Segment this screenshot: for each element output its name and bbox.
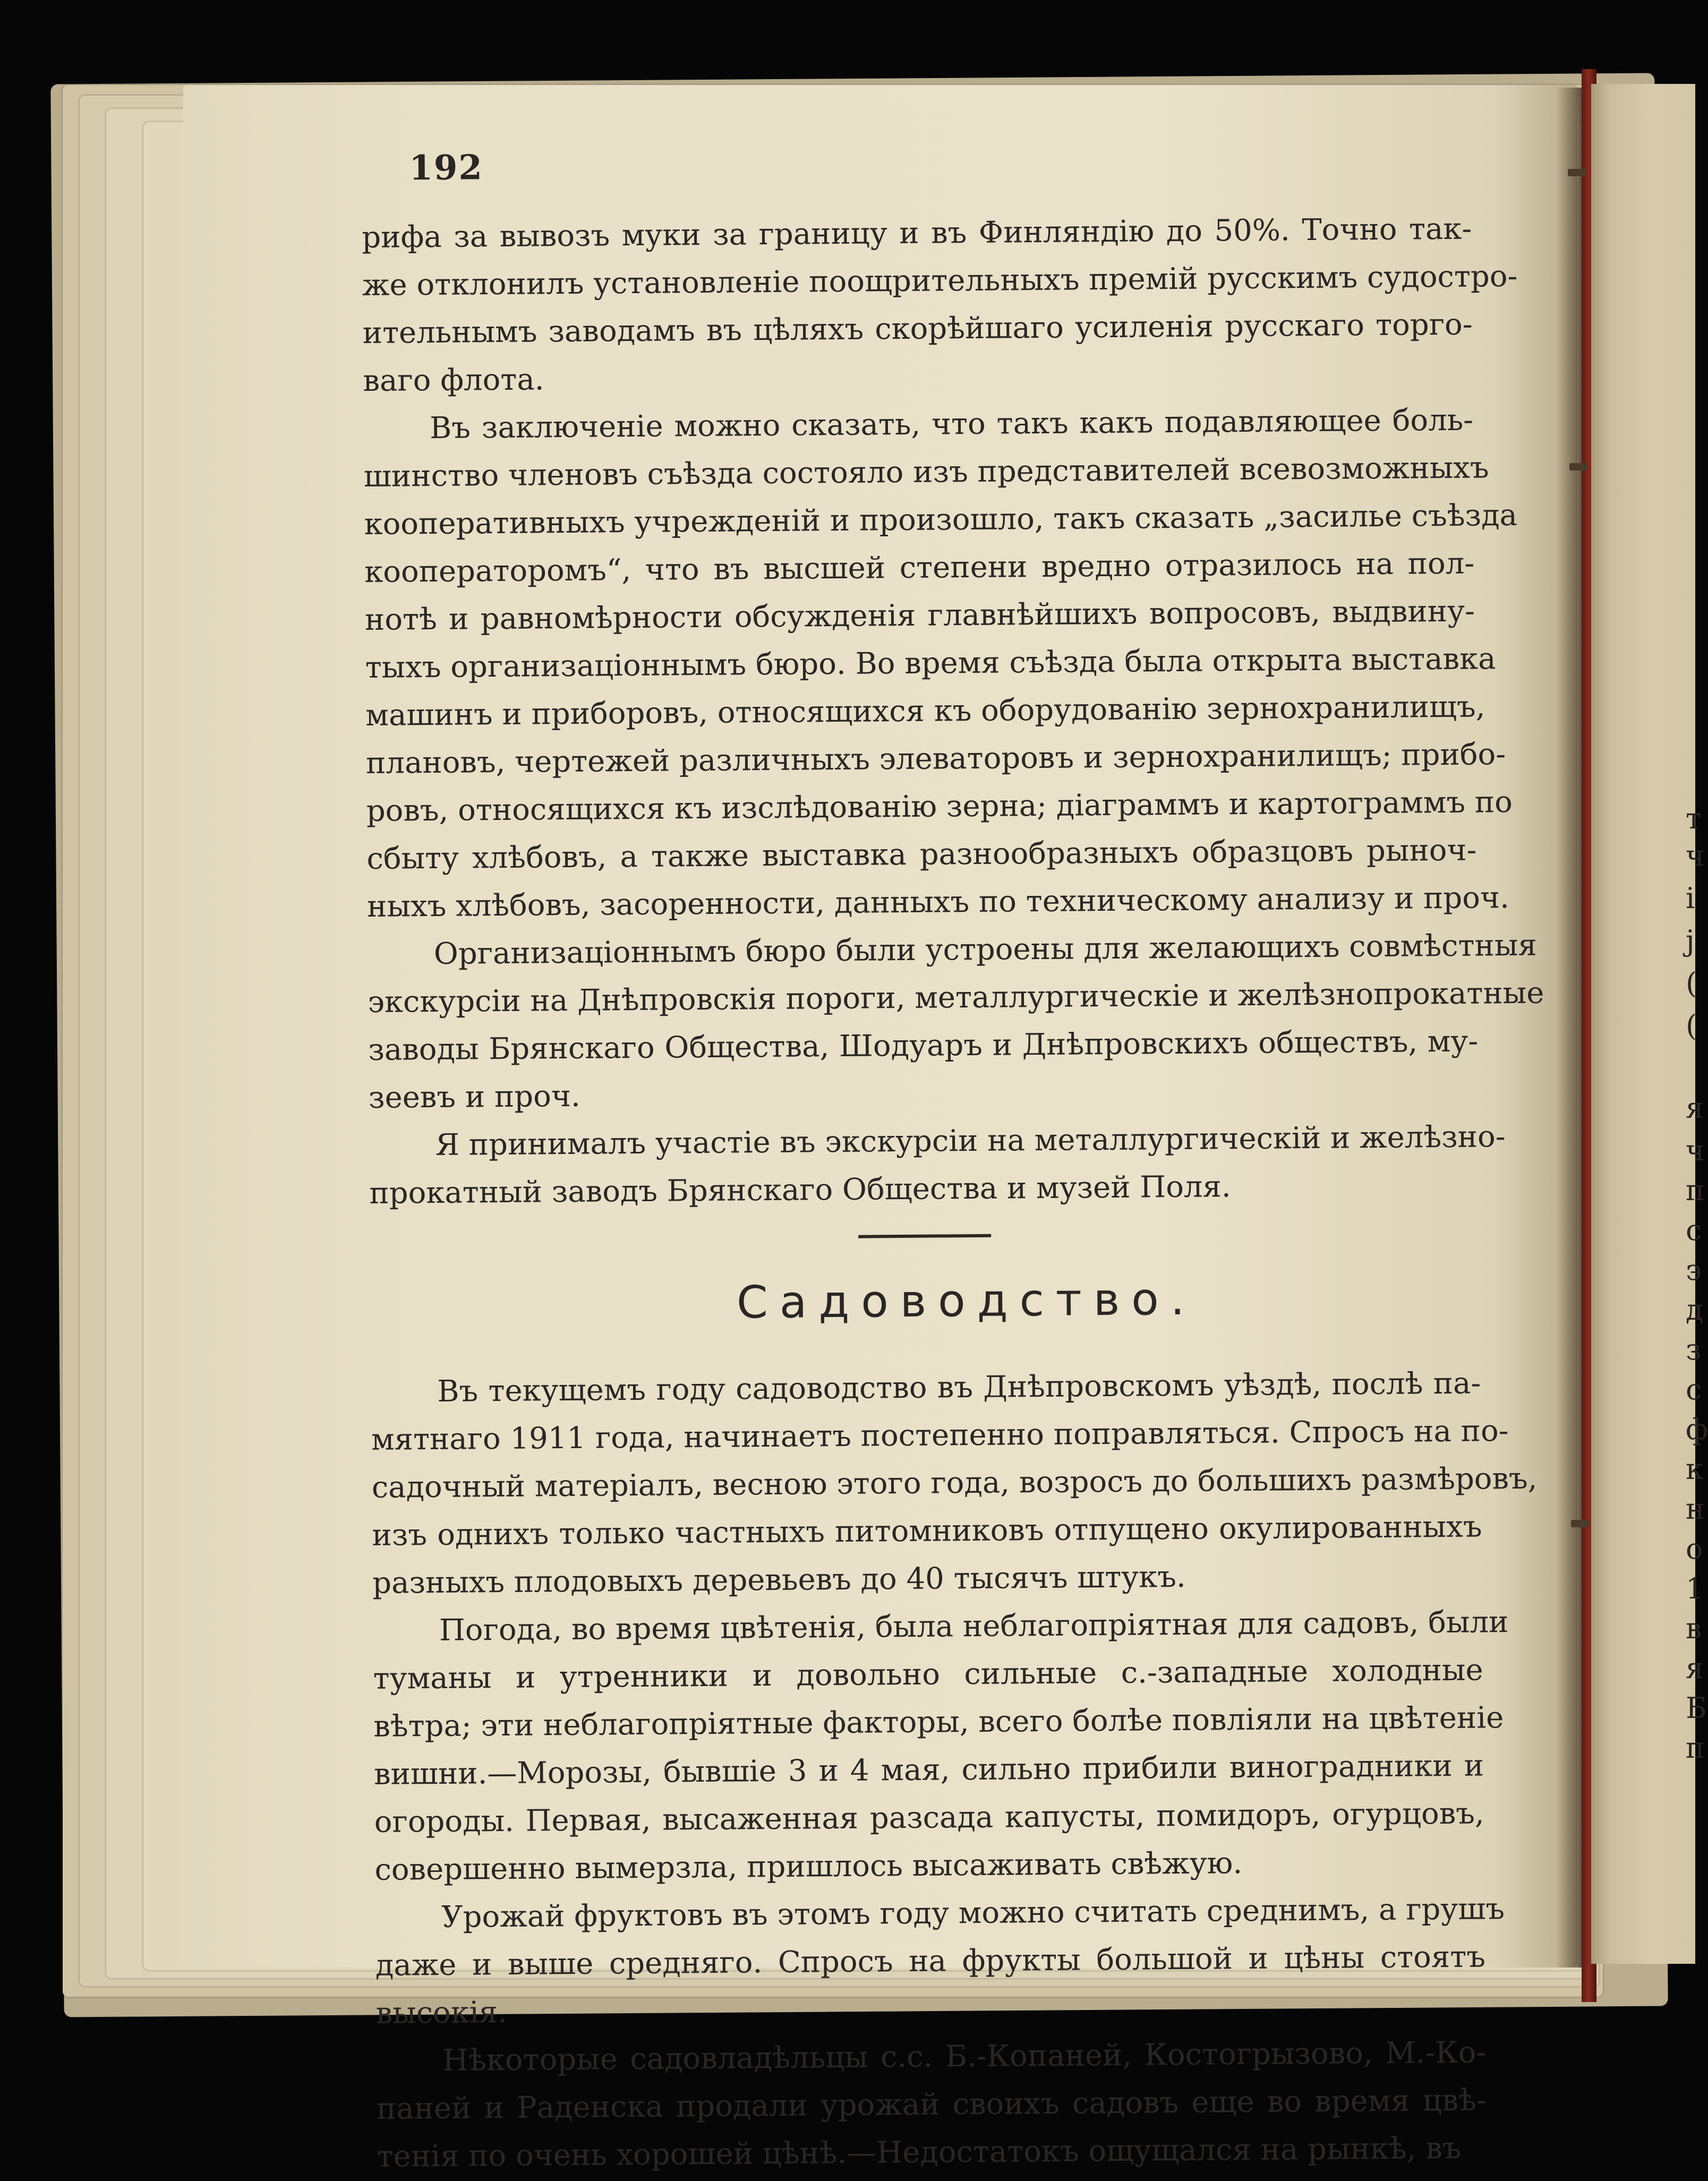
text-line: Урожай фруктовъ въ этомъ году можно считать среднимъ, а грушъ (441, 1892, 1505, 1935)
text-line: нотѣ и равномѣрности обсужденія главнѣйшихъ вопросовъ, выдвину- (364, 594, 1475, 637)
section-divider (858, 1234, 991, 1238)
facing-page-letter: н (1686, 1492, 1705, 1526)
text-line: вишни.—Морозы, бывшіе 3 и 4 мая, сильно прибили виноградники и (373, 1748, 1484, 1792)
text-line: ровъ, относящихся къ изслѣдованію зерна; діаграммъ и картограммъ по (366, 785, 1513, 828)
paragraph (363, 397, 1518, 931)
paragraph (375, 1885, 1505, 2037)
top-paragraphs (362, 206, 1544, 1218)
facing-page-letter: ј (1686, 924, 1695, 957)
facing-page-letter: я (1686, 1652, 1704, 1685)
text-line: туманы и утренники и довольно сильные с.-западные холодные (373, 1653, 1483, 1696)
text-line: Въ текущемъ году садоводство въ Днѣпровскомъ уѣздѣ, послѣ па- (437, 1366, 1481, 1409)
text-line: тенія по очень хорошей цѣнѣ.—Недостатокъ ощущался на рынкѣ, въ (377, 2131, 1462, 2174)
binding-thread-mark (1569, 463, 1587, 471)
page-text (361, 140, 1544, 2181)
facing-page-letter: ( (1686, 1009, 1697, 1042)
facing-page-letter: с (1686, 1213, 1702, 1247)
facing-page-letter: т (1686, 802, 1702, 835)
binding-thread-mark (1571, 1520, 1589, 1527)
text-line: экскурсіи на Днѣпровскія пороги, металлургическіе и желѣзнопрокатные (368, 976, 1544, 1020)
text-line: даже и выше средняго. Спросъ на фрукты большой и цѣны стоятъ (375, 1939, 1486, 1983)
text-line: изъ однихъ только частныхъ питомниковъ отпущено окулированныхъ (372, 1509, 1482, 1553)
facing-page-letter: п (1686, 1731, 1705, 1765)
text-line: вѣтра; эти неблагопріятные факторы, всего болѣе повліяли на цвѣтеніе (373, 1700, 1504, 1744)
text-line: плановъ, чертежей различныхъ элеваторовъ и зернохранилищъ; прибо- (365, 737, 1506, 781)
facing-page-letter: э (1686, 1253, 1702, 1287)
text-line: паней и Раденска продали урожай своихъ садовъ еще во время цвѣ- (376, 2083, 1487, 2126)
text-line: кооператоромъ“, что въ высшей степени вредно отразилось на пол- (364, 546, 1475, 589)
text-line: Нѣкоторые садовладѣльцы с.с. Б.-Копаней, Костогрызово, М.-Ко- (442, 2035, 1487, 2078)
text-line: Въ заключеніе можно сказать, что такъ какъ подавляющее боль- (429, 403, 1474, 446)
paragraph (376, 2029, 1487, 2180)
facing-page-letter: 1 (1686, 1572, 1704, 1605)
text-line: тыхъ организаціоннымъ бюро. Во время съѣзда была открыта выставка (365, 642, 1496, 685)
paragraph (368, 922, 1544, 1122)
text-line: мятнаго 1911 года, начинаетъ постепенно поправляться. Спросъ на по- (371, 1414, 1509, 1457)
text-line: машинъ и приборовъ, относящихся къ оборудованію зернохранилищъ, (365, 689, 1485, 733)
facing-page-letter: ч (1686, 1134, 1705, 1167)
text-line: Погода, во время цвѣтенія, была неблагопріятная для садовъ, были (439, 1605, 1509, 1648)
text-line: сбыту хлѣбовъ, а также выставка разнообразныхъ образцовъ рыноч- (366, 833, 1477, 876)
text-line: Организаціоннымъ бюро были устроены для желающихъ совмѣстныя (433, 928, 1537, 971)
paragraph (362, 206, 1518, 405)
paragraph (369, 1114, 1506, 1218)
text-line: зеевъ и проч. (368, 1079, 580, 1115)
text-line: ныхъ хлѣбовъ, засоренности, данныхъ по техническому анализу и проч. (366, 880, 1510, 924)
text-line: совершенно вымерзла, пришлось высаживать свѣжую. (374, 1846, 1243, 1887)
facing-page-letter: я (1686, 1091, 1704, 1125)
facing-page-letter: ( (1686, 967, 1697, 1000)
text-line: разныхъ плодовыхъ деревьевъ до 40 тысячъ штукъ. (372, 1559, 1186, 1601)
text-line: Я принималъ участіе въ экскурсіи на металлургическій и желѣзно- (435, 1119, 1506, 1162)
section-paragraphs (371, 1360, 1538, 2181)
facing-page-letter: д (1686, 1293, 1704, 1327)
facing-page-letter: в (1686, 1612, 1702, 1645)
facing-page-letter: Б (1686, 1691, 1707, 1725)
facing-page-letter: к (1686, 1452, 1704, 1486)
facing-page-letter: ч (1686, 839, 1705, 873)
text-line: высокія. (375, 1995, 508, 2031)
binding-thread-mark (1568, 169, 1586, 176)
paragraph (373, 1599, 1509, 1894)
text-line: заводы Брянскаго Общества, Шодуаръ и Днѣпровскихъ обществъ, му- (368, 1024, 1479, 1067)
text-line: кооперативныхъ учрежденій и произошло, такъ сказать „засилье съѣзда (364, 498, 1518, 542)
facing-page-letter: з (1686, 1333, 1702, 1366)
text-line: ваго флота. (363, 362, 544, 398)
text-line: же отклонилъ установленіе поощрительныхъ премій русскимъ судостро- (362, 259, 1518, 303)
facing-page-letter: ф (1686, 1413, 1708, 1446)
page-number: 192 (408, 148, 484, 189)
section-title: Садоводство. (736, 1272, 1197, 1329)
text-line: ительнымъ заводамъ въ цѣляхъ скорѣйшаго усиленія русскаго торго- (362, 307, 1473, 350)
paragraph (371, 1360, 1538, 1607)
facing-page-letter: о (1686, 1532, 1703, 1566)
facing-page-letter: п (1686, 1174, 1705, 1207)
text-line: садочный матеріалъ, весною этого года, возросъ до большихъ размѣровъ, (371, 1461, 1538, 1505)
text-line: шинство членовъ съѣзда состояло изъ представителей всевозможныхъ (363, 450, 1489, 494)
text-line: огороды. Первая, высаженная разсада капусты, помидоръ, огурцовъ, (374, 1796, 1484, 1840)
facing-page-letter: і (1686, 882, 1695, 915)
facing-page-letter: с (1686, 1373, 1702, 1406)
facing-page (1591, 84, 1708, 1964)
text-line: рифа за вывозъ муки за границу и въ Финляндію до 50%. Точно так- (362, 211, 1472, 255)
text-line: прокатный заводъ Брянскаго Общества и музей Поля. (369, 1169, 1231, 1211)
